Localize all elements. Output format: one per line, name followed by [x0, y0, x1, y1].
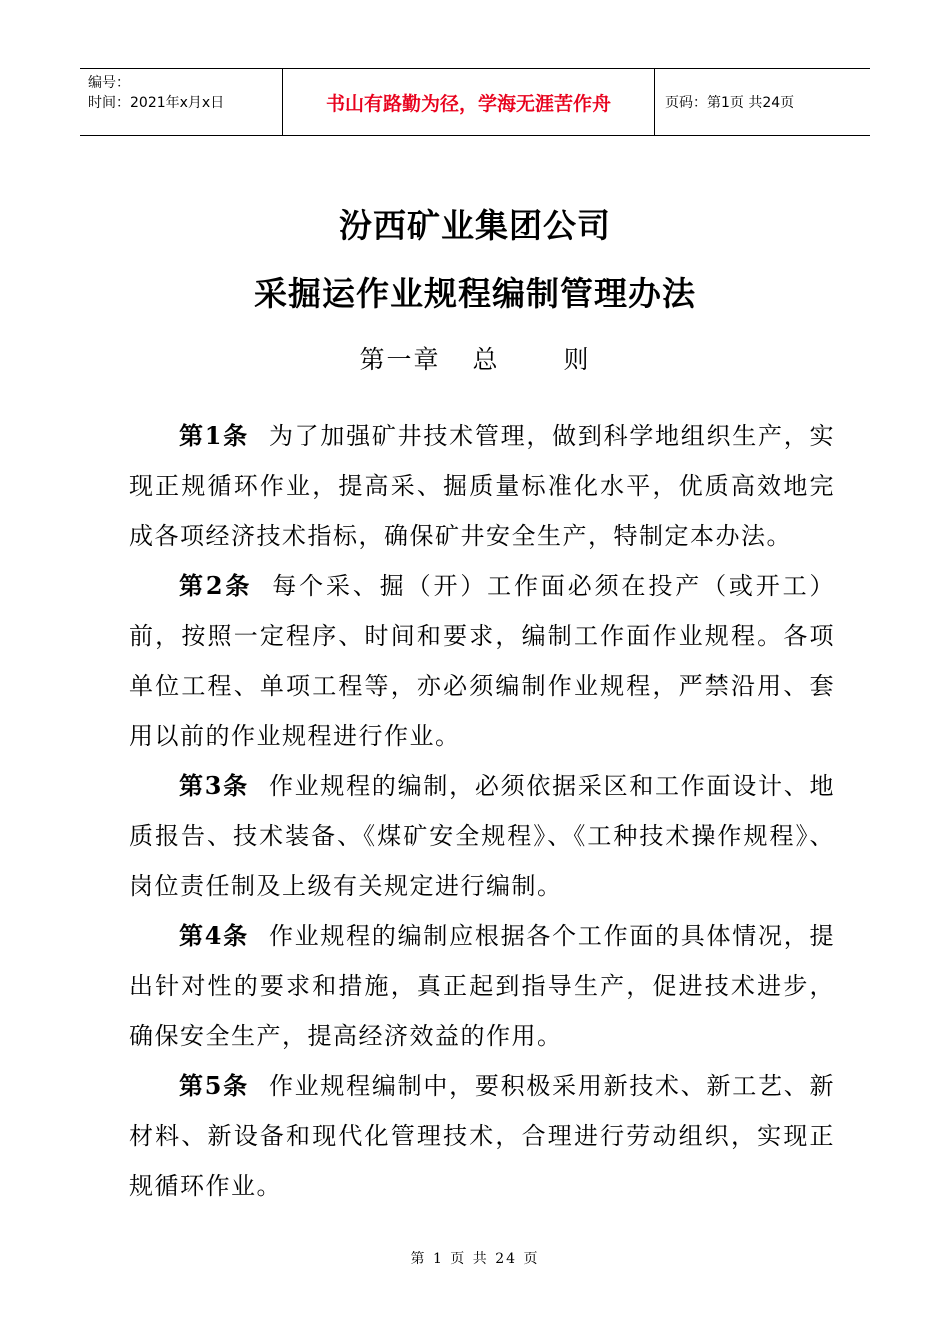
- article-1: [129, 411, 835, 561]
- page-footer: [0, 1248, 950, 1268]
- article-text: 作业规程的编制应根据各个工作面的具体情况，提出针对性的要求和措施，真正起到指导生产，促进技术进步，确保安全生产，提高经济效益的作用。: [129, 922, 836, 1050]
- chapter-name-part2: 则: [563, 345, 591, 374]
- chapter-name-part1: 总: [472, 345, 500, 374]
- document-title-line1: 汾西矿业集团公司: [339, 206, 611, 245]
- header-page-cell: [655, 69, 870, 135]
- article-text: 每个采、掘（开）工作面必须在投产（或开工）前，按照一定程序、时间和要求，编制工作面作业规程。各项单位工程、单项工程等，亦必须编制作业规程，严禁沿用、套用以前的作业规程进行作业。: [129, 572, 836, 750]
- article-text: 作业规程编制中，要积极采用新技术、新工艺、新材料、新设备和现代化管理技术，合理进行劳动组织，实现正规循环作业。: [129, 1072, 836, 1200]
- article-list: [129, 411, 835, 1211]
- article-label: 第4条: [179, 921, 249, 950]
- article-4: [129, 911, 835, 1061]
- header-motto-cell: [283, 69, 655, 135]
- article-label: 第5条: [179, 1071, 249, 1100]
- article-5: [129, 1061, 835, 1211]
- header-meta-cell: [80, 69, 283, 135]
- article-label: 第2条: [179, 571, 253, 600]
- article-text: 作业规程的编制，必须依据采区和工作面设计、地质报告、技术装备、《煤矿安全规程》、《工种技术操作规程》、岗位责任制及上级有关规定进行编制。: [129, 772, 836, 900]
- date-line: 时间：2021年x月x日: [88, 95, 225, 111]
- page-header: [80, 68, 870, 136]
- article-label: 第1条: [179, 421, 249, 450]
- article-2: [129, 561, 835, 761]
- article-3: [129, 761, 835, 911]
- motto-text: 书山有路勤为径，学海无涯苦作舟: [325, 92, 611, 115]
- chapter-heading: [0, 340, 950, 376]
- header-page-info: 页码：第1页 共24页: [665, 95, 795, 111]
- article-label: 第3条: [179, 771, 249, 800]
- document-title-line2: 采掘运作业规程编制管理办法: [254, 274, 696, 313]
- chapter-number: 第一章: [359, 345, 441, 374]
- article-text: 为了加强矿井技术管理，做到科学地组织生产，实现正规循环作业，提高采、掘质量标准化水平，优质高效地完成各项经济技术指标，确保矿井安全生产，特制定本办法。: [129, 422, 836, 550]
- footer-page-number: 第 1 页 共 24 页: [410, 1251, 540, 1267]
- number-label: 编号：: [88, 75, 130, 91]
